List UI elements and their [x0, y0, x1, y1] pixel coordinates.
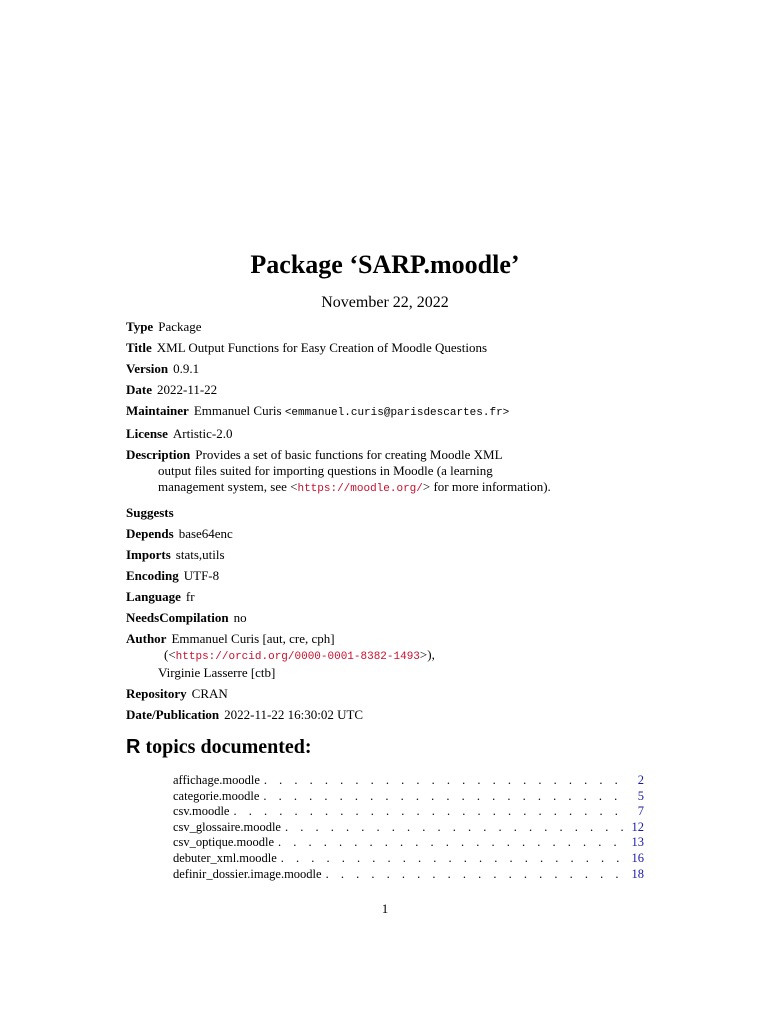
toc-entry[interactable] [173, 820, 644, 836]
maintainer-email[interactable]: <emmanuel.curis@parisdescartes.fr> [284, 407, 510, 419]
field-key: Maintainer [126, 403, 189, 418]
toc-entry-page[interactable]: 5 [637, 788, 644, 803]
toc-leader-dots [326, 867, 626, 883]
field-value: 0.9.1 [173, 361, 200, 376]
field-publication [126, 707, 646, 723]
toc-entry-name: affichage.moodle [173, 773, 260, 787]
toc-leader-dots [264, 773, 626, 789]
toc-entry-name: debuter_xml.moodle [173, 850, 277, 865]
field-value: no [233, 610, 247, 625]
field-value: fr [185, 589, 195, 604]
field-key: Title [126, 340, 152, 355]
author-line: Virginie Lasserre [ctb] [158, 665, 276, 680]
maintainer-name: Emmanuel Curis [193, 403, 282, 418]
field-key: Date [126, 382, 152, 397]
field-key: Encoding [126, 568, 179, 583]
field-value: stats,utils [175, 547, 225, 562]
author-text: (< [164, 647, 176, 662]
field-encoding [126, 568, 646, 584]
field-maintainer [126, 403, 646, 421]
field-repository [126, 686, 646, 702]
toc-entry-page[interactable]: 16 [631, 850, 644, 865]
field-key: Author [126, 631, 167, 646]
field-value: base64enc [178, 526, 233, 541]
topics-heading-r: R [126, 736, 141, 758]
field-title [126, 340, 646, 356]
toc-entry[interactable] [173, 851, 644, 867]
toc-entry[interactable] [173, 773, 644, 789]
field-key: Repository [126, 686, 187, 701]
toc-leader-dots [278, 835, 626, 851]
toc-entry-page[interactable]: 13 [631, 835, 644, 850]
toc-leader-dots [281, 851, 626, 867]
field-value: 2022-11-22 16:30:02 UTC [224, 707, 364, 722]
author-text: >), [419, 647, 435, 662]
package-date: November 22, 2022 [321, 294, 449, 311]
table-of-contents [173, 773, 644, 882]
toc-entry[interactable] [173, 789, 644, 805]
field-type [126, 319, 646, 335]
toc-entry-name: csv.moodle [173, 804, 230, 819]
field-value: CRAN [191, 686, 228, 701]
author-line [126, 647, 646, 665]
orcid-link[interactable]: https://orcid.org/0000-0001-8382-1493 [175, 651, 420, 663]
toc-entry-page[interactable]: 7 [637, 804, 644, 819]
toc-entry-page[interactable]: 2 [637, 773, 644, 787]
topics-heading-text: topics documented: [140, 736, 312, 758]
description-text: management system, see < [158, 479, 298, 494]
field-description [126, 447, 646, 497]
moodle-link[interactable]: https://moodle.org/ [297, 483, 423, 495]
field-version [126, 361, 646, 377]
field-language [126, 589, 646, 605]
toc-entry-name: csv_glossaire.moodle [173, 819, 281, 834]
toc-entry-page[interactable]: 18 [631, 866, 644, 881]
toc-entry[interactable] [173, 835, 644, 851]
field-key: Version [126, 361, 169, 376]
toc-entry-name: categorie.moodle [173, 788, 260, 803]
field-value: UTF-8 [183, 568, 220, 583]
field-key: Description [126, 447, 191, 462]
field-needscompilation [126, 610, 646, 626]
field-imports [126, 547, 646, 563]
field-author [126, 631, 646, 681]
description-line [126, 479, 646, 497]
description-line: Provides a set of basic functions for creating Moodle XML [195, 447, 503, 462]
toc-entry-name: definir_dossier.image.moodle [173, 866, 322, 881]
package-title: Package ‘SARP.moodle’ [250, 250, 520, 279]
toc-leader-dots [233, 804, 626, 820]
field-key: Language [126, 589, 181, 604]
field-value: Artistic-2.0 [172, 426, 233, 441]
description-line: output files suited for importing questions in Moodle (a learning [158, 463, 493, 478]
field-value: 2022-11-22 [157, 382, 218, 397]
field-key: Type [126, 319, 154, 334]
field-key: Suggests [126, 505, 174, 520]
field-key: Date/Publication [126, 707, 220, 722]
field-key: NeedsCompilation [126, 610, 229, 625]
field-value: XML Output Functions for Easy Creation of Moodle Questions [156, 340, 488, 355]
field-suggests [126, 505, 646, 521]
field-key: Depends [126, 526, 174, 541]
description-text: > for more information). [422, 479, 551, 494]
field-date [126, 382, 646, 398]
toc-entry[interactable] [173, 804, 644, 820]
field-key: License [126, 426, 168, 441]
field-value: Package [158, 319, 202, 334]
description-fields [126, 319, 646, 728]
toc-entry-page[interactable]: 12 [631, 819, 644, 834]
toc-leader-dots [263, 789, 626, 805]
field-depends [126, 526, 646, 542]
toc-leader-dots [285, 820, 626, 836]
page-number: 1 [381, 901, 389, 916]
field-key: Imports [126, 547, 171, 562]
field-license [126, 426, 646, 442]
toc-entry[interactable] [173, 867, 644, 883]
toc-entry-name: csv_optique.moodle [173, 835, 275, 850]
topics-heading [126, 736, 312, 759]
author-line: Emmanuel Curis [aut, cre, cph] [171, 631, 335, 646]
